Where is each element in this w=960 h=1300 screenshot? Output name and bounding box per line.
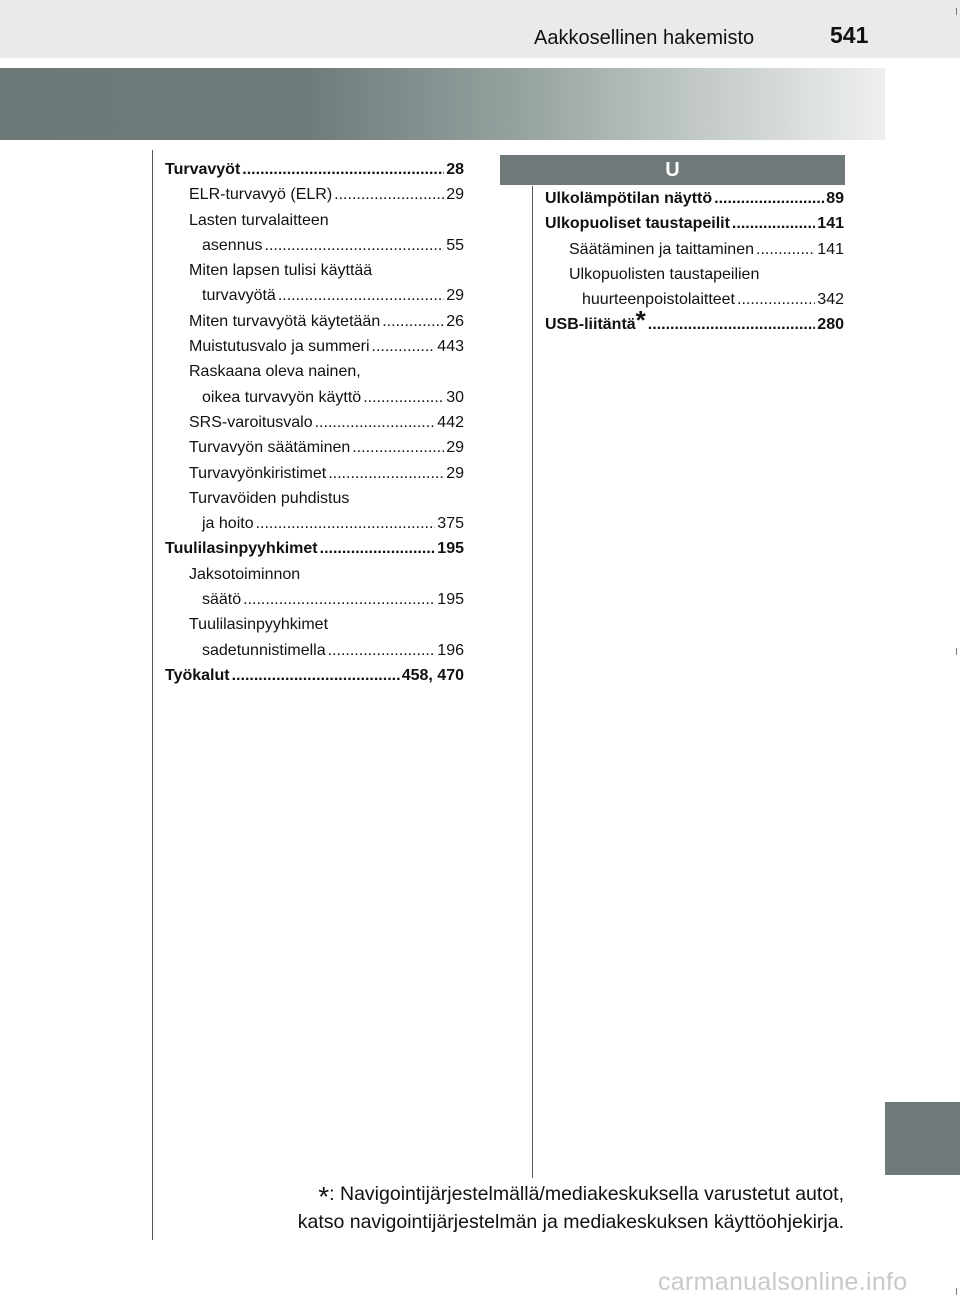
dot-leader [243, 587, 435, 612]
index-term: Työkalut [165, 666, 230, 684]
dot-leader [732, 211, 815, 236]
index-subheading: Miten lapsen tulisi käyttää [189, 262, 373, 280]
decorative-banner [0, 68, 885, 140]
index-entry [165, 385, 464, 410]
page-reference[interactable]: 29 [446, 186, 464, 204]
index-entry [545, 186, 844, 211]
footnote [298, 1180, 844, 1236]
index-entry [545, 237, 844, 262]
crop-mark [956, 648, 957, 655]
index-term: Turvavyöt [165, 161, 241, 178]
index-term: Muistutusvalo ja summeri [189, 338, 370, 356]
index-entry [165, 511, 464, 536]
footnote-asterisk: * [318, 1181, 330, 1212]
index-entry [165, 587, 464, 612]
index-subheading: Tuulilasinpyyhkimet [189, 616, 329, 634]
footnote-line-2: katso navigointijärjestelmän ja mediakeskuksen käyttöohjekirja. [297, 1211, 844, 1233]
page-reference[interactable]: 196 [437, 641, 464, 659]
index-term: sadetunnistimella [202, 641, 326, 659]
index-term: Miten turvavyötä käytetään [189, 312, 381, 330]
index-entry [545, 287, 844, 312]
index-term: ELR-turvavyö (ELR) [189, 186, 333, 204]
index-entry [165, 663, 464, 688]
index-subheading: Lasten turvalaitteen [189, 211, 329, 229]
dot-leader [737, 287, 815, 312]
dot-leader [714, 186, 824, 211]
dot-leader [328, 638, 436, 663]
dot-leader [232, 663, 400, 688]
page-reference[interactable]: 458, 470 [401, 666, 464, 684]
page-title: Aakkosellinen hakemisto [534, 27, 755, 49]
page-reference[interactable]: 342 [817, 291, 844, 309]
dot-leader [334, 182, 444, 207]
page-reference[interactable]: 55 [446, 236, 464, 254]
page-reference[interactable]: 141 [817, 240, 844, 258]
page-reference[interactable]: 29 [446, 439, 464, 457]
index-term: oikea turvavyön käyttö [202, 388, 362, 406]
index-entry [545, 305, 844, 337]
index-term: Säätäminen ja taittaminen [569, 240, 754, 258]
center-column-rule [532, 186, 533, 1178]
dot-leader [328, 461, 444, 486]
index-entry [165, 638, 464, 663]
index-subheading: Turvavöiden puhdistus [189, 489, 350, 507]
asterisk-marker: * [635, 305, 646, 336]
index-entry [165, 435, 464, 460]
dot-leader [363, 385, 444, 410]
watermark: carmanualsonline.info [658, 1268, 908, 1296]
index-entry [165, 410, 464, 435]
dot-leader [265, 233, 445, 258]
index-entry [545, 211, 844, 236]
dot-leader [242, 157, 444, 182]
index-entry [165, 536, 464, 561]
dot-leader [648, 312, 816, 337]
dot-leader [320, 536, 436, 561]
index-subheading: Jaksotoiminnon [189, 565, 301, 583]
dot-leader [756, 237, 815, 262]
page-reference[interactable]: 28 [446, 161, 464, 178]
page-reference[interactable]: 141 [817, 215, 844, 233]
footnote-line-1: : Navigointijärjestelmällä/mediakeskuksella varustetut autot, [329, 1183, 844, 1205]
crop-mark [956, 1288, 957, 1295]
index-term: SRS-varoitusvalo [189, 413, 313, 431]
index-term: Turvavyönkiristimet [189, 464, 327, 482]
index-entry [165, 283, 464, 308]
dot-leader [256, 511, 436, 536]
index-entry [165, 157, 464, 182]
index-term: turvavyötä [202, 287, 276, 305]
page-reference[interactable]: 195 [437, 540, 464, 558]
index-entry [165, 182, 464, 207]
index-subheading: Ulkopuolisten taustapeilien [569, 265, 760, 283]
left-column-rule [152, 150, 153, 1240]
page-reference[interactable]: 89 [826, 190, 844, 207]
index-column-left [165, 157, 464, 688]
index-term: huurteenpoistolaitteet [582, 291, 735, 309]
dot-leader [352, 435, 444, 460]
index-term: Turvavyön säätäminen [189, 439, 351, 457]
page-reference[interactable]: 29 [446, 287, 464, 305]
index-entry [165, 461, 464, 486]
dot-leader [372, 334, 436, 359]
page-reference[interactable]: 195 [437, 591, 464, 609]
index-entry [165, 309, 464, 334]
chapter-tab [885, 1102, 960, 1175]
page-number: 541 [830, 22, 869, 48]
index-term: Ulkolämpötilan näyttö [545, 190, 713, 207]
index-term: Ulkopuoliset taustapeilit [545, 215, 730, 233]
header-bar [0, 0, 960, 58]
dot-leader [382, 309, 444, 334]
index-term: USB-liitäntä* [545, 305, 646, 336]
index-term: Tuulilasinpyyhkimet [165, 540, 318, 558]
index-term: säätö [202, 591, 242, 609]
page-reference[interactable]: 442 [437, 413, 464, 431]
page-reference[interactable]: 375 [437, 515, 464, 533]
page-reference[interactable]: 280 [817, 316, 844, 334]
page-reference[interactable]: 29 [446, 464, 464, 482]
section-letter-header: U [500, 155, 845, 185]
page-reference[interactable]: 26 [446, 312, 464, 330]
page-reference[interactable]: 443 [437, 338, 464, 356]
index-column-right [545, 186, 844, 338]
page-reference[interactable]: 30 [446, 388, 464, 406]
index-entry [165, 233, 464, 258]
dot-leader [315, 410, 436, 435]
index-subheading: Raskaana oleva nainen, [189, 363, 361, 381]
index-term: ja hoito [202, 515, 254, 533]
index-term: asennus [202, 236, 263, 254]
dot-leader [278, 283, 444, 308]
crop-mark [956, 8, 957, 15]
index-entry [165, 334, 464, 359]
